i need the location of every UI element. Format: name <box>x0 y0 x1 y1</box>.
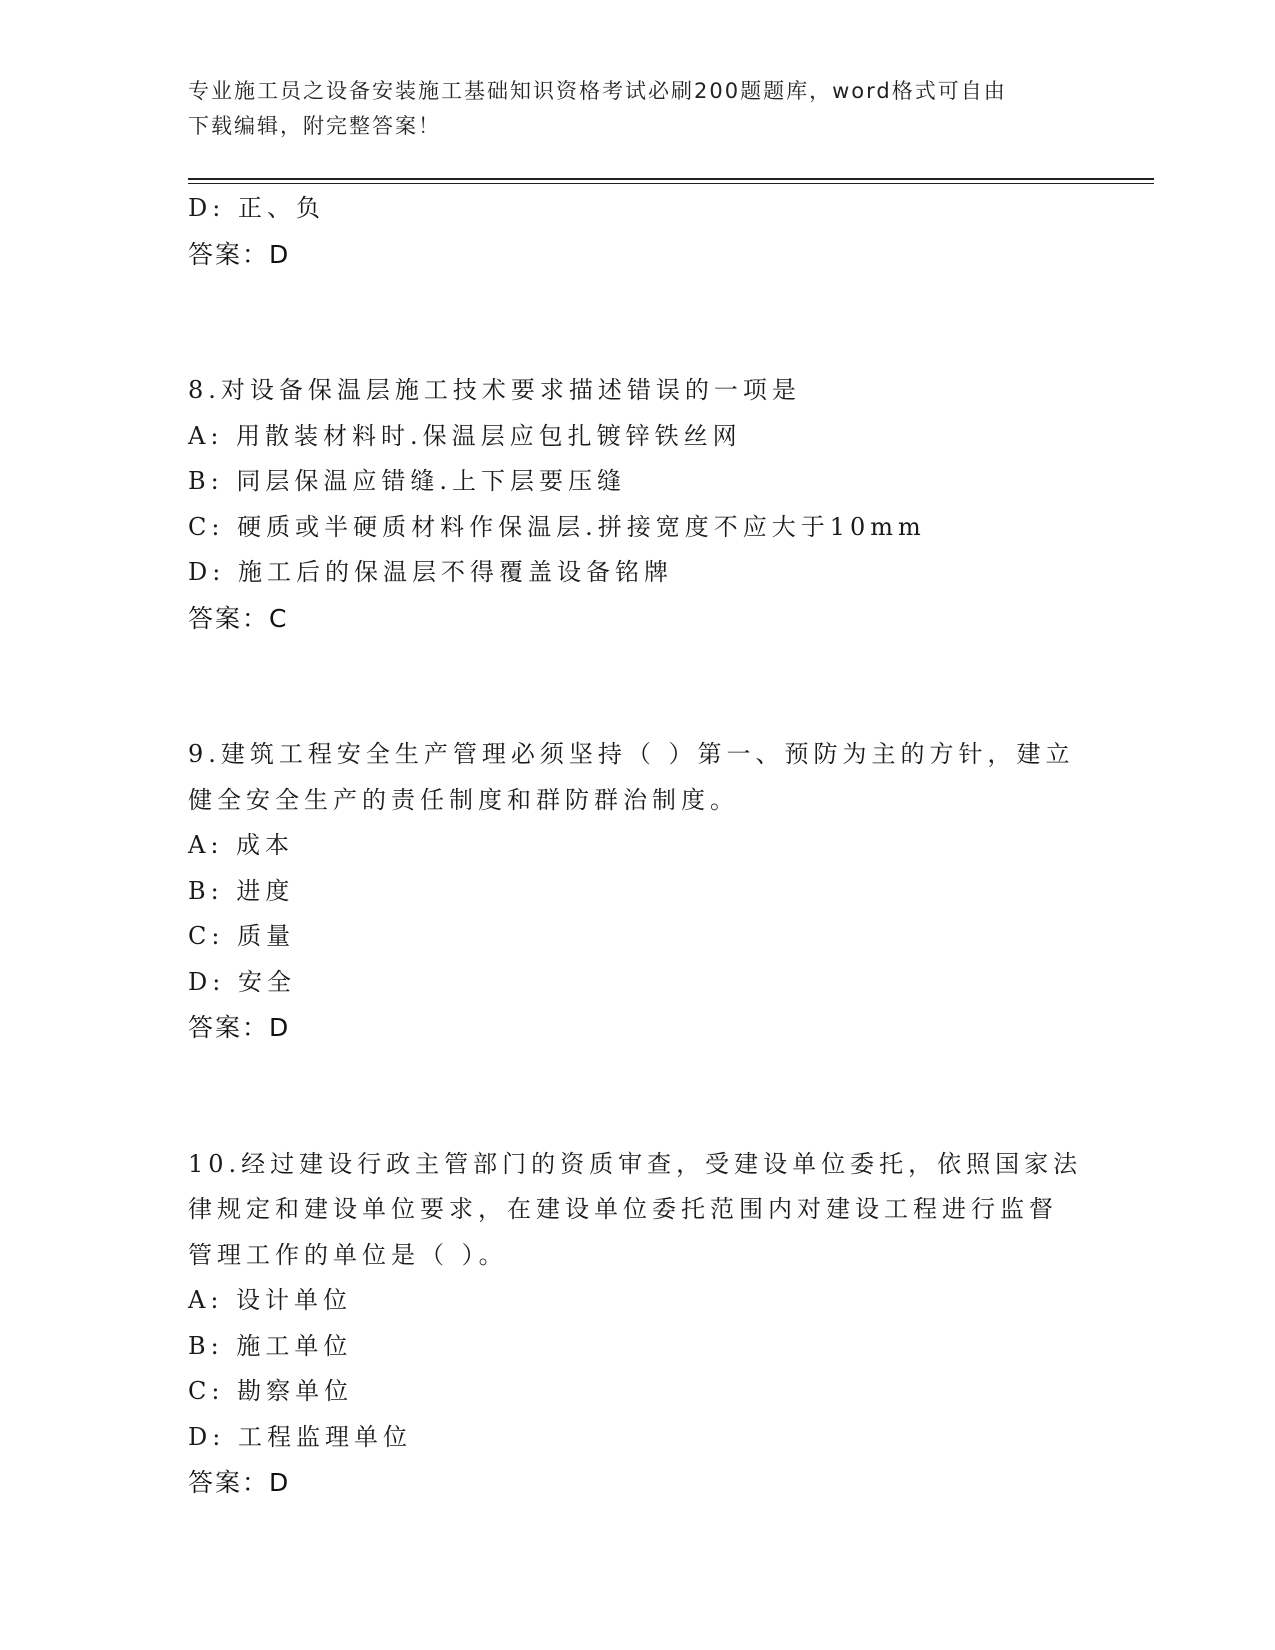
option-c: C: 质量 <box>188 922 296 950</box>
question-8 <box>188 368 1088 641</box>
question-10 <box>188 1142 1088 1506</box>
question-gap <box>188 641 1088 732</box>
answer-line: 答案：D <box>188 1013 291 1042</box>
question-gap <box>188 277 1088 368</box>
option-a: A: 成本 <box>188 831 295 859</box>
option-d: D: 正、负 <box>188 194 325 222</box>
option-d: D: 工程监理单位 <box>188 1422 412 1451</box>
option-d: D: 安全 <box>188 967 296 996</box>
header-line-2: 下载编辑，附完整答案！ <box>188 114 441 138</box>
option-b: B: 施工单位 <box>188 1331 353 1360</box>
question-text: 10.经过建设行政主管部门的资质审查，受建设单位委托，依照国家法 <box>188 1149 1083 1178</box>
question-text: 9.建筑工程安全生产管理必须坚持（ ）第一、预防为主的方针，建立 <box>188 740 1075 768</box>
option-a: A: 设计单位 <box>188 1286 353 1314</box>
header-rule-thin <box>188 183 1154 184</box>
option-c: C: 硬质或半硬质材料作保温层.拼接宽度不应大于10mm <box>188 512 926 541</box>
question-text: 8.对设备保温层施工技术要求描述错误的一项是 <box>188 376 801 404</box>
header-line-1: 专业施工员之设备安装施工基础知识资格考试必刷200题题库，word格式可自由 <box>188 79 1007 103</box>
question-gap <box>188 1051 1088 1142</box>
question-list <box>188 186 1088 1506</box>
document-header <box>188 74 1068 144</box>
previous-question-tail <box>188 186 1088 277</box>
option-d: D: 施工后的保温层不得覆盖设备铭牌 <box>188 558 673 586</box>
answer-line: 答案：D <box>188 1468 291 1497</box>
answer-line: 答案：C <box>188 603 289 633</box>
option-b: B: 进度 <box>188 876 295 905</box>
answer-line: 答案：D <box>188 239 291 269</box>
question-text: 律规定和建设单位要求，在建设单位委托范围内对建设工程进行监督 <box>188 1195 1058 1223</box>
question-text: 管理工作的单位是（ ）。 <box>188 1240 508 1269</box>
option-b: B: 同层保温应错缝.上下层要压缝 <box>188 467 626 495</box>
option-a: A: 用散装材料时.保温层应包扎镀锌铁丝网 <box>188 421 742 450</box>
option-c: C: 勘察单位 <box>188 1377 354 1405</box>
header-rule-thick <box>188 178 1154 180</box>
question-9 <box>188 732 1088 1051</box>
question-text: 健全安全生产的责任制度和群防群治制度。 <box>188 785 739 814</box>
